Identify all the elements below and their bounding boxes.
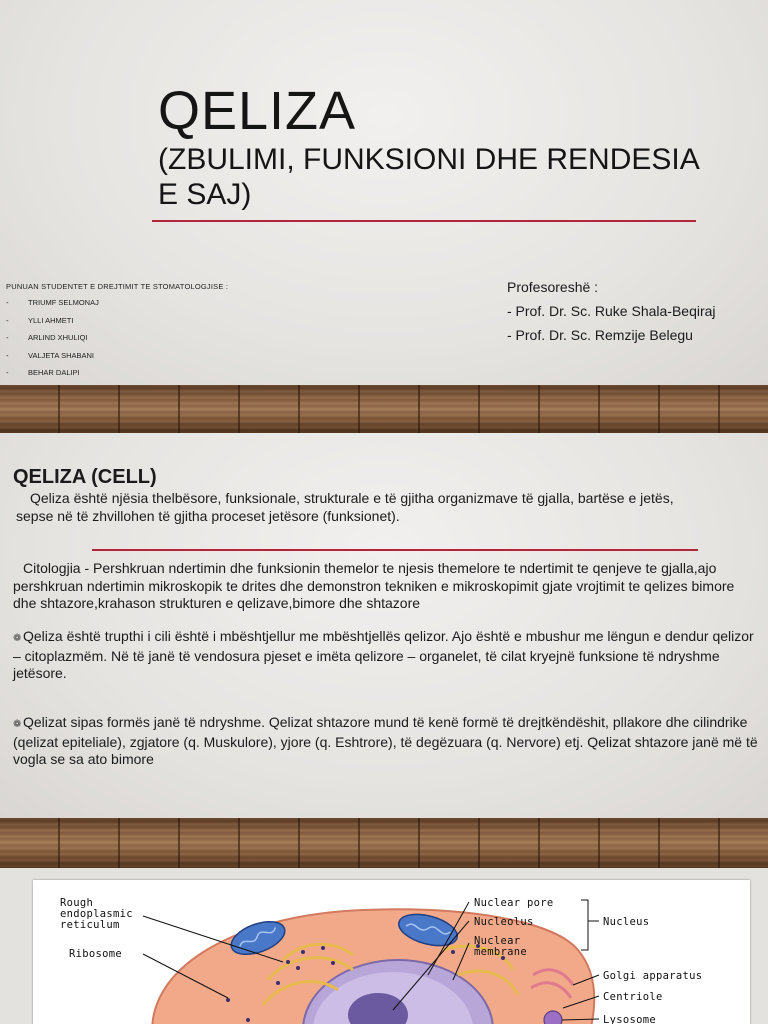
label-membrane: membrane bbox=[474, 946, 527, 958]
student-name: ARLIND XHULIQI bbox=[28, 333, 88, 342]
student-name: VALJETA SHABANI bbox=[28, 350, 94, 360]
label-nucleus: Nucleus bbox=[603, 916, 650, 928]
professor-name: - Prof. Dr. Sc. Remzije Belegu bbox=[507, 327, 693, 343]
cell-diagram bbox=[33, 880, 750, 1024]
professors-heading: Profesoreshë : bbox=[507, 279, 599, 295]
label-nucleolus: Nucleolus bbox=[474, 916, 534, 928]
label-lysosome: Lysosome bbox=[603, 1014, 656, 1024]
slide-title: QELIZA bbox=[158, 81, 357, 141]
label-ribosome: Ribosome bbox=[69, 948, 122, 960]
paragraph-text: Citologjia - Pershkruan ndertimin dhe funksionin themelor te njesis themelore te ndertimit te qenjeve te gjalla,ajo pershkruan ndertimin mikroskopik te drites dhe demonstron tekniken e mikroskopimit gjate vrojtimit te qelizes bimore dhe shtazore,krahason strukturen e qelizave,bimore dhe shtazore bbox=[13, 560, 735, 611]
label-endoplasmic: endoplasmic bbox=[60, 908, 133, 920]
label-nuclear-pore: Nuclear pore bbox=[474, 897, 554, 909]
label-centriole: Centriole bbox=[603, 991, 663, 1003]
students-heading: PUNUAN STUDENTET E DREJTIMIT TE STOMATOLOGJISE : bbox=[6, 282, 229, 291]
cell-slide bbox=[0, 433, 768, 818]
definition-line: sepse në të zhvillohen të gjitha proceset jetësore (funksionet). bbox=[16, 508, 400, 524]
definition-text bbox=[16, 489, 746, 525]
wood-floor-divider bbox=[0, 385, 768, 433]
section-divider bbox=[92, 549, 698, 551]
paragraph-citologjia bbox=[13, 560, 758, 613]
title-divider bbox=[152, 220, 696, 222]
student-name: BEHAR DALIPI bbox=[28, 368, 80, 377]
wood-floor-divider bbox=[0, 818, 768, 868]
professor-name: - Prof. Dr. Sc. Ruke Shala-Beqiraj bbox=[507, 303, 716, 319]
professors-block bbox=[507, 275, 716, 347]
bullet-icon: ❁ bbox=[13, 719, 22, 730]
paragraph-text: Qeliza është trupthi i cili është i mbështjellur me mbështjellës qelizor. Ajo është e mbushur me lëngun e dendur qelizor – citoplazmëm. Në të janë të vendosura pjeset e imëta qelizore – organelet, të cilat kryejnë funksione të ndryshme jetësore. bbox=[13, 628, 754, 681]
label-rough: Rough bbox=[60, 897, 94, 909]
cell-illustration bbox=[33, 880, 750, 1024]
label-golgi: Golgi apparatus bbox=[603, 970, 703, 982]
diagram-slide bbox=[0, 868, 768, 1024]
slide-heading: QELIZA (CELL) bbox=[13, 466, 157, 488]
bullet-icon: ❁ bbox=[13, 633, 22, 644]
paragraph-qeliza bbox=[13, 628, 758, 683]
slide-subtitle: (ZBULIMI, FUNKSIONI DHE RENDESIA E SAJ) bbox=[158, 143, 699, 211]
title-slide: QELIZA (ZBULIMI, FUNKSIONI DHE RENDESIA E SAJ) PUNUAN STUDENTET E DREJTIMIT TE STOMATOLOGJISE : - TRIUMF SELMONAJ - YLLI AHMETI - ARLIND XHULIQI - VALJETA SHABANI - BEHAR DALIPI Profesoreshë : - Prof. Dr. Sc. Ruke Shala-Beqiraj - Prof. Dr. Sc. Remzije Belegu bbox=[0, 0, 768, 385]
paragraph-forma bbox=[13, 714, 758, 769]
label-reticulum: reticulum bbox=[60, 919, 120, 931]
student-name: YLLI AHMETI bbox=[28, 315, 74, 325]
label-nuclear: Nuclear bbox=[474, 935, 521, 947]
definition-line: Qeliza është njësia thelbësore, funksionale, strukturale e të gjitha organizmave të gjalla, bartëse e jetës, bbox=[30, 490, 674, 506]
student-name: TRIUMF SELMONAJ bbox=[28, 298, 99, 307]
paragraph-text: Qelizat sipas formës janë të ndryshme. Qelizat shtazore mund të kenë formë të drejtkëndëshit, pllakore dhe cilindrike (qelizat epiteliale), zgjatore (q. Muskulore), yjore (q. Eshtrore), të degëzuara (q. Nervore) etj. Qelizat shtazore janë më të vogla se sa ato bimore bbox=[13, 714, 758, 767]
